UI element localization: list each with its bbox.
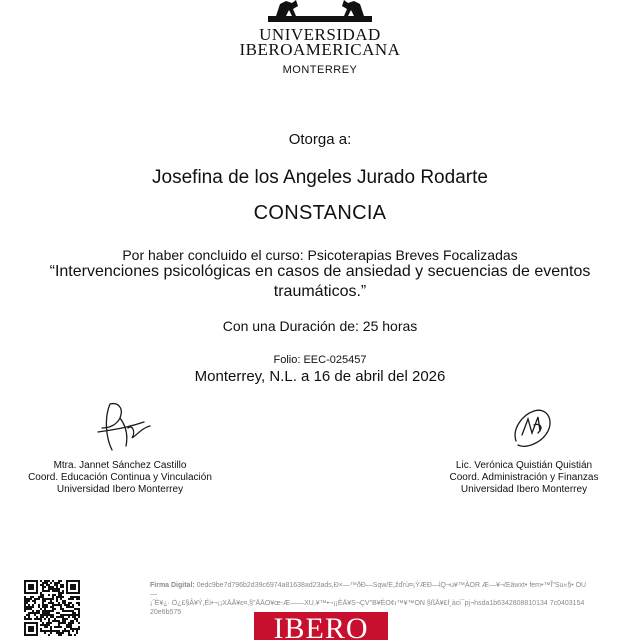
course-line: Por haber concluido el curso: Psicoterapias Breves Focalizadas (122, 247, 518, 263)
qr-code-icon (24, 580, 80, 636)
recipient-name: Josefina de los Angeles Jurado Rodarte (152, 167, 488, 188)
document-title: CONSTANCIA (253, 202, 387, 224)
signatory-right-name: Lic. Verónica Quistián Quistián (455, 460, 593, 471)
digital-signature-label: Firma Digital: (150, 582, 195, 589)
signatory-right (412, 460, 636, 496)
course-duration: Con una Duración de: 25 horas (222, 318, 418, 334)
ibero-logo (254, 612, 388, 640)
signatory-right-position: Coord. Administración y Finanzas (449, 472, 599, 483)
place-and-date: Monterrey, N.L. a 16 de abril del 2026 (194, 368, 446, 385)
university-campus: MONTERREY (282, 64, 358, 76)
signatory-left (0, 460, 240, 496)
signatory-left-name: Mtra. Jannet Sánchez Castillo (53, 460, 187, 471)
ibero-logo-text: IBERO (273, 612, 369, 640)
signatory-right-institution: Universidad Ibero Monterrey (460, 484, 588, 495)
signature-right-icon (508, 405, 556, 453)
university-name-line1: UNIVERSIDAD (259, 25, 381, 44)
digital-signature-hash-line2: ¡˝È¥¿· Ó¿£§Â¥Ý,Éì•¬¡¡XÄÅ¥ε¤,§"ÄÄO¥œ-Æ——XU,¥™•¬¡¡ÈÄ¥S¬ÇV"B¥ÈO¢ı™¥™ON §ßÅ¥£f˛àci¯pj¬hsda1b6342808810134 7c0403154 20e6b575 (150, 600, 585, 616)
university-name-line2: IBEROAMERICANA (239, 40, 401, 59)
signature-left-icon (92, 398, 156, 454)
university-emblem-icon (262, 0, 378, 26)
signatory-left-position: Coord. Educación Continua y Vinculación (28, 472, 212, 483)
folio-number: Folio: EEC-025457 (273, 354, 367, 366)
course-title: “Intervenciones psicológicas en casos de ansiedad y secuencias de eventos traumáticos.” (49, 263, 591, 300)
signatory-left-institution: Universidad Ibero Monterrey (56, 484, 184, 495)
digital-signature-hash-line1: 0edc9be7d796b2d39c6974a81638ad23ads,Ð×—™ðÐ—Sqw/E,žďrù¤¡ÝÆÐ—lQ¬u¥™ÀOR Æ—¥¬/Eäwxt• fem•™Ĩ"Su«§• OU— (150, 582, 587, 598)
grants-label: Otorga a: (288, 131, 352, 148)
